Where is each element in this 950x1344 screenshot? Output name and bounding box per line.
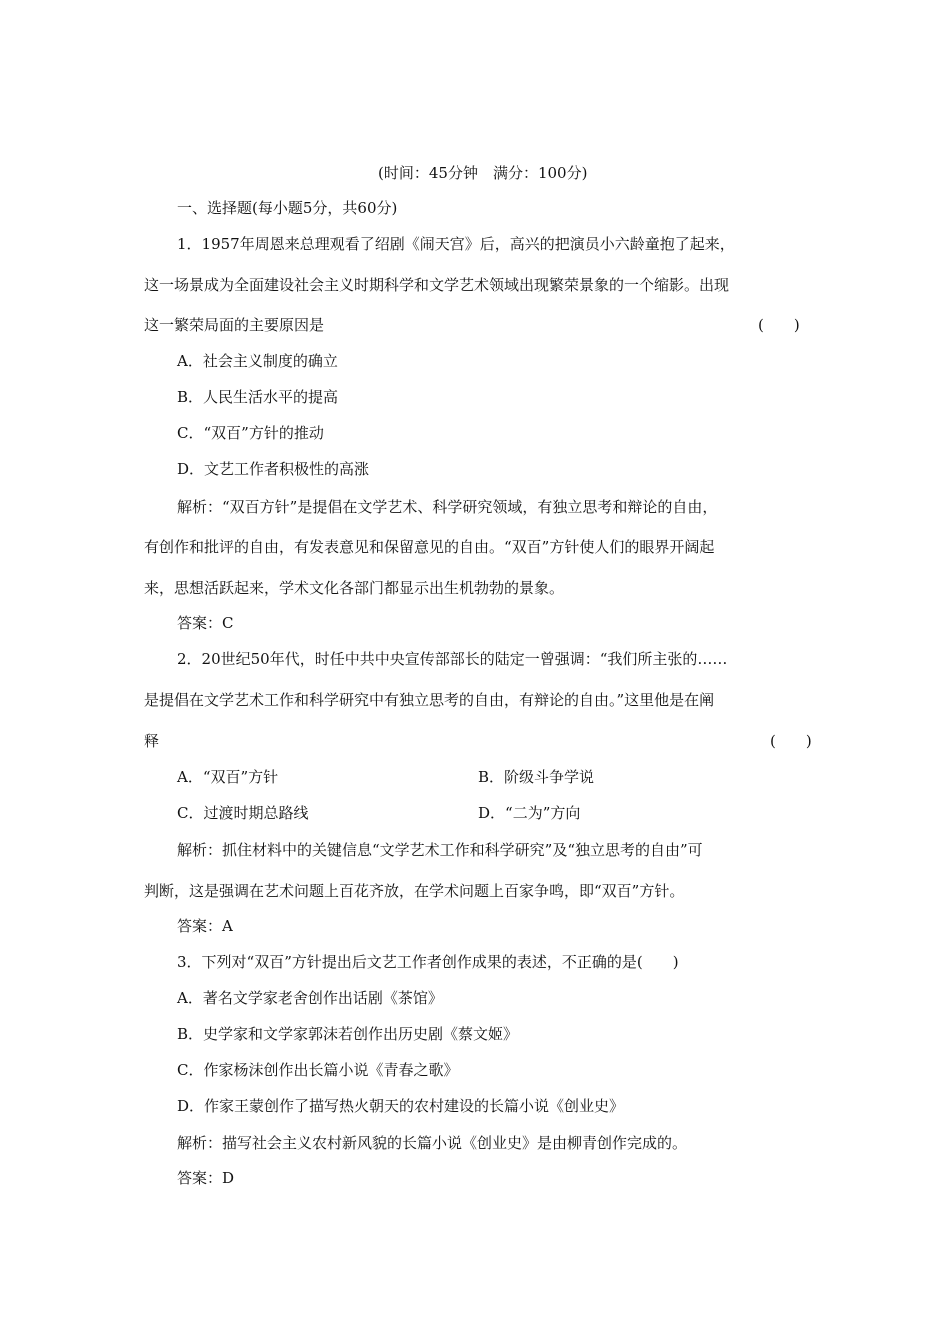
- q2-stem-line-2: 是提倡在文学艺术工作和科学研究中有独立思考的自由，有辩论的自由。”这里他是在阐: [144, 691, 715, 709]
- q1-analysis-line-2: 有创作和批评的自由，有发表意见和保留意见的自由。“双百”方针使人们的眼界开阔起: [144, 538, 715, 556]
- q3-answer: 答案：D: [177, 1169, 235, 1187]
- q1-answer-paren: ( ): [758, 316, 800, 334]
- q1-analysis-line-1: 解析：“双百方针”是提倡在文学艺术、科学研究领域，有独立思考和辩论的自由，: [177, 498, 718, 516]
- q3-analysis: 解析：描写社会主义农村新风貌的长篇小说《创业史》是由柳青创作完成的。: [177, 1134, 688, 1152]
- time-limit-header: (时间：45分钟 满分：100分): [378, 164, 588, 182]
- q2-analysis-line-2: 判断，这是强调在艺术问题上百花齐放，在学术问题上百家争鸣，即“双百”方针。: [144, 882, 685, 900]
- q1-stem-line-2: 这一场景成为全面建设社会主义时期科学和文学艺术领域出现繁荣景象的一个缩影。出现: [144, 276, 730, 294]
- q3-stem: 3．下列对“双百”方针提出后文艺工作者创作成果的表述，不正确的是( ): [177, 953, 679, 971]
- q1-answer: 答案：C: [177, 614, 234, 632]
- q2-option-b: B．阶级斗争学说: [478, 768, 595, 786]
- q2-answer-paren: ( ): [770, 732, 812, 750]
- q3-option-b: B．史学家和文学家郭沫若创作出历史剧《蔡文姬》: [177, 1025, 519, 1043]
- q1-analysis-line-3: 来，思想活跃起来，学术文化各部门都显示出生机勃勃的景象。: [144, 579, 565, 597]
- q2-stem-line-1: 2．20世纪50年代，时任中共中央宣传部部长的陆定一曾强调：“我们所主张的……: [177, 650, 728, 668]
- q3-option-c: C．作家杨沫创作出长篇小说《青春之歌》: [177, 1061, 459, 1079]
- q2-answer: 答案：A: [177, 917, 233, 935]
- q3-option-d: D．作家王蒙创作了描写热火朝天的农村建设的长篇小说《创业史》: [177, 1097, 625, 1115]
- q1-option-c: C．“双百”方针的推动: [177, 424, 324, 442]
- q1-stem-line-3: 这一繁荣局面的主要原因是: [144, 316, 325, 334]
- q2-option-c: C．过渡时期总路线: [177, 804, 309, 822]
- q1-option-a: A．社会主义制度的确立: [177, 352, 338, 370]
- q1-option-d: D．文艺工作者积极性的高涨: [177, 460, 370, 478]
- q2-option-d: D．“二为”方向: [478, 804, 581, 822]
- q1-stem-line-1: 1．1957年周恩来总理观看了绍剧《闹天宫》后，高兴的把演员小六龄童抱了起来，: [177, 235, 735, 253]
- q2-analysis-line-1: 解析：抓住材料中的关键信息“文学艺术工作和科学研究”及“独立思考的自由”可: [177, 841, 703, 859]
- q2-stem-line-3: 释: [144, 732, 160, 750]
- q2-option-a: A．“双百”方针: [177, 768, 279, 786]
- section-title: 一、选择题(每小题5分，共60分): [177, 199, 398, 217]
- q1-option-b: B．人民生活水平的提高: [177, 388, 339, 406]
- q3-option-a: A．著名文学家老舍创作出话剧《茶馆》: [177, 989, 443, 1007]
